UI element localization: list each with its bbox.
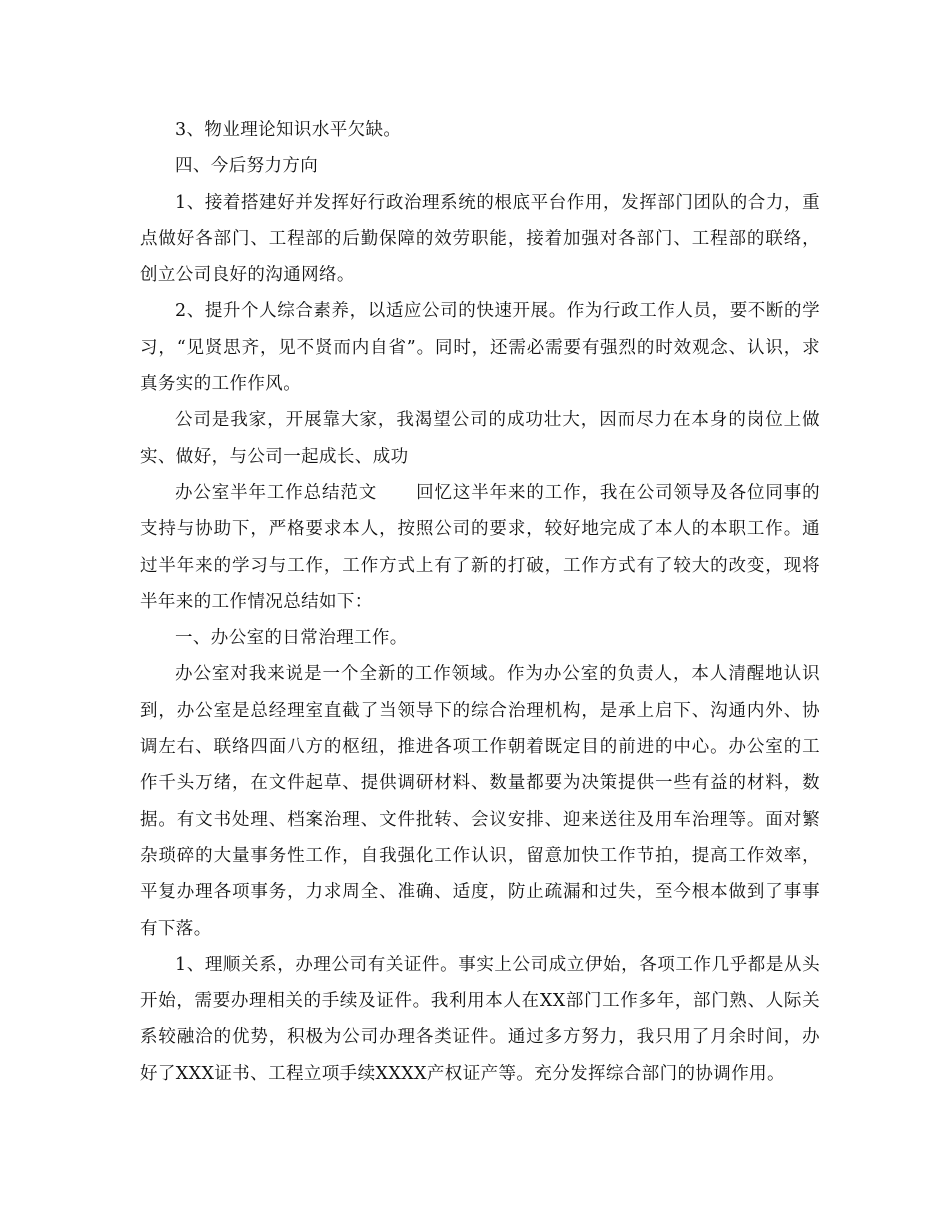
section-heading-future-direction: 四、今后努力方向 bbox=[175, 156, 319, 177]
paragraph-1: 3、物业理论知识水平欠缺。 bbox=[175, 120, 402, 140]
paragraph-office-role: 办公室对我来说是一个全新的工作领域。作为办公室的负责人，本人清醒地认识到，办公室是总经理室直截了当领导下的综合治理机构，是承上启下、沟通内外、协调左右、联络四面八方的枢纽，推进各项工作朝着既定目的前进的中心。办公室的工作千头万绪，在文件起草、提供调研材料、数量都要为决策提供一些有益的材料，数据。有文书处理、档案治理、文件批转、会议安排、迎来送往及用车治理等。面对繁杂琐碎的大量事务性工作，自我强化工作认识，留意加快工作节拍，提高工作效率，平复办理各项事务，力求周全、准确、适度，防止疏漏和过失，至今根本做到了事事有下落。 bbox=[140, 664, 820, 939]
paragraph-4: 公司是我家，开展靠大家，我渴望公司的成功壮大，因而尽力在本身的岗位上做实、做好，与公司一起成长、成功 bbox=[140, 410, 820, 467]
summary-body: 回忆这半年来的工作，我在公司领导及各位同事的支持与协助下，严格要求本人，按照公司的要求，较好地完成了本人的本职工作。通过半年来的学习与工作，工作方式上有了新的打破，工作方式有了较大的改变， bbox=[140, 482, 820, 576]
paragraph-summary-intro bbox=[140, 475, 820, 620]
paragraph-3: 2、提升个人综合素养，以适应公司的快速开展。作为行政工作人员，要不断的学习，“见贤思齐，见不贤而内自省”。同时，还需必需要有强烈的时效观念、认识，求真务实的工作作风。 bbox=[140, 301, 820, 395]
section-heading-daily-management: 一、办公室的日常治理工作。 bbox=[175, 628, 408, 649]
paragraph-certificates: 1、理顺关系，办理公司有关证件。事实上公司成立伊始，各项工作几乎都是从头开始，需要办理相关的手续及证件。我利用本人在XX部门工作多年，部门熟、人际关系较融洽的优势，积极为公司办理各类证件。通过多方努力，我只用了月余时间，办好了XXX证书、工程立项手续XXXX产权证产等。充分发挥综合部门的协调作用。 bbox=[140, 954, 820, 1084]
paragraph-2: 1、接着搭建好并发挥好行政治理系统的根底平台作用，发挥部门团队的合力，重点做好各部门、工程部的后勤保障的效劳职能，接着加强对各部门、工程部的联络，创立公司良好的沟通网络。 bbox=[140, 192, 820, 286]
summary-tail: 现将半年来的工作情况总结如下： bbox=[140, 555, 820, 612]
summary-title: 办公室半年工作总结范文 bbox=[175, 482, 378, 503]
document-body bbox=[140, 112, 820, 1092]
